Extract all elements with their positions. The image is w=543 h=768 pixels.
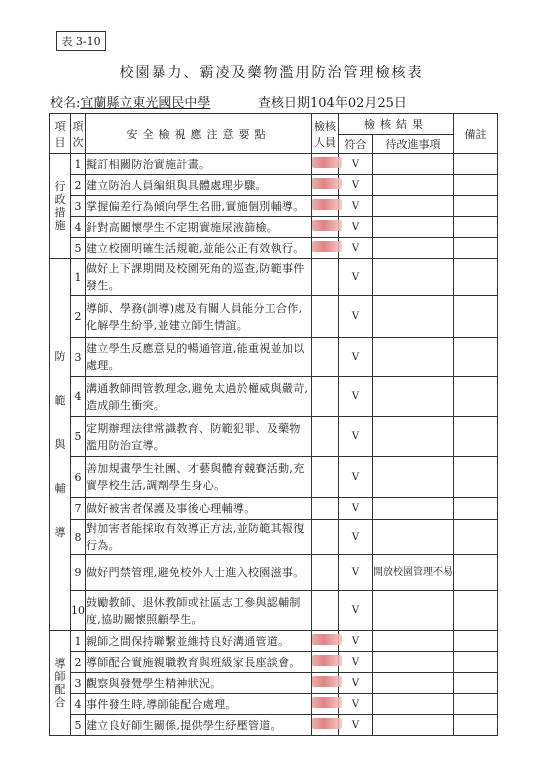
row-number: 1 bbox=[71, 259, 86, 296]
header-result: 檢核結果 bbox=[339, 114, 454, 135]
compliant-mark: V bbox=[339, 520, 373, 555]
row-number: 5 bbox=[71, 417, 86, 457]
improvement-note bbox=[373, 652, 454, 673]
header-points: 安全檢視應注意要點 bbox=[86, 114, 312, 154]
row-text: 親師之間保持聯繫並維持良好溝通管道。 bbox=[86, 631, 312, 652]
row-number: 2 bbox=[71, 652, 86, 673]
row-text: 做好被害者保護及事後心理輔導。 bbox=[86, 498, 312, 520]
remarks-cell bbox=[454, 377, 498, 417]
table-row bbox=[50, 238, 498, 259]
inspector-stamp bbox=[312, 673, 339, 694]
inspector-stamp bbox=[312, 259, 339, 296]
remarks-cell bbox=[454, 715, 498, 736]
row-text: 建立學生反應意見的暢通管道,能重視並加以處理。 bbox=[86, 338, 312, 377]
compliant-mark: V bbox=[339, 217, 373, 238]
compliant-mark: V bbox=[339, 631, 373, 652]
row-text: 擬訂相關防治實施計畫。 bbox=[86, 154, 312, 175]
improvement-note bbox=[373, 520, 454, 555]
row-number: 4 bbox=[71, 377, 86, 417]
compliant-mark: V bbox=[339, 196, 373, 217]
table-row bbox=[50, 217, 498, 238]
remarks-cell bbox=[454, 296, 498, 338]
remarks-cell bbox=[454, 591, 498, 631]
compliant-mark: V bbox=[339, 673, 373, 694]
improvement-note bbox=[373, 591, 454, 631]
table-row bbox=[50, 673, 498, 694]
remarks-cell bbox=[454, 196, 498, 217]
row-text: 針對高關懷學生不定期實施尿液篩檢。 bbox=[86, 217, 312, 238]
table-row bbox=[50, 694, 498, 715]
section-category: 行政措施 bbox=[50, 154, 71, 259]
remarks-cell bbox=[454, 338, 498, 377]
row-text: 做好門禁管理,避免校外人士進入校園滋事。 bbox=[86, 555, 312, 591]
row-text: 溝通教師問管教理念,避免太過於權威與嚴苛,造成師生衝突。 bbox=[86, 377, 312, 417]
inspector-stamp bbox=[312, 175, 339, 196]
row-number: 4 bbox=[71, 217, 86, 238]
row-text: 定期辦理法律常識教育、防範犯罪、及藥物濫用防治宣導。 bbox=[86, 417, 312, 457]
improvement-note bbox=[373, 417, 454, 457]
compliant-mark: V bbox=[339, 417, 373, 457]
row-number: 3 bbox=[71, 338, 86, 377]
compliant-mark: V bbox=[339, 377, 373, 417]
inspector-stamp bbox=[312, 154, 339, 175]
table-row bbox=[50, 652, 498, 673]
table-row bbox=[50, 259, 498, 296]
table-row bbox=[50, 417, 498, 457]
compliant-mark: V bbox=[339, 457, 373, 498]
row-text: 建立良好師生關係,提供學生紓壓管道。 bbox=[86, 715, 312, 736]
inspector-stamp bbox=[312, 457, 339, 498]
remarks-cell bbox=[454, 631, 498, 652]
compliant-mark: V bbox=[339, 591, 373, 631]
row-text: 鼓勵教師、退休教師或社區志工參與認輔制度,協助關懷照顧學生。 bbox=[86, 591, 312, 631]
row-text: 建立防治人員編組與具體處理步驟。 bbox=[86, 175, 312, 196]
table-row bbox=[50, 591, 498, 631]
inspector-stamp bbox=[312, 217, 339, 238]
inspector-stamp bbox=[312, 694, 339, 715]
improvement-note bbox=[373, 498, 454, 520]
remarks-cell bbox=[454, 652, 498, 673]
table-row bbox=[50, 377, 498, 417]
header-remarks: 備註 bbox=[454, 114, 498, 154]
improvement-note bbox=[373, 377, 454, 417]
school-line bbox=[50, 92, 210, 111]
row-text: 做好上下課期間及校園死角的巡查,防範事件發生。 bbox=[86, 259, 312, 296]
compliant-mark: V bbox=[339, 498, 373, 520]
improvement-note bbox=[373, 715, 454, 736]
inspector-stamp bbox=[312, 715, 339, 736]
form-number: 表 3-10 bbox=[56, 31, 106, 51]
header-improvement: 待改進事項 bbox=[373, 135, 454, 154]
section-category: 導師配合 bbox=[50, 631, 71, 736]
row-text: 導師、學務(訓導)處及有關人員能分工合作,化解學生紛爭,並建立師生情誼。 bbox=[86, 296, 312, 338]
table-row bbox=[50, 154, 498, 175]
compliant-mark: V bbox=[339, 238, 373, 259]
row-number: 8 bbox=[71, 520, 86, 555]
remarks-cell bbox=[454, 154, 498, 175]
header-category: 項目 bbox=[50, 114, 71, 154]
row-text: 建立校園明確生活規範,並能公正有效執行。 bbox=[86, 238, 312, 259]
remarks-cell bbox=[454, 259, 498, 296]
row-number: 9 bbox=[71, 555, 86, 591]
improvement-note bbox=[373, 296, 454, 338]
table-row bbox=[50, 338, 498, 377]
inspector-stamp bbox=[312, 591, 339, 631]
remarks-cell bbox=[454, 217, 498, 238]
remarks-cell bbox=[454, 417, 498, 457]
remarks-cell bbox=[454, 498, 498, 520]
compliant-mark: V bbox=[339, 296, 373, 338]
table-row bbox=[50, 175, 498, 196]
row-text: 善加規畫學生社團、才藝與體育競賽活動,充實學校生活,調劑學生身心。 bbox=[86, 457, 312, 498]
table-row bbox=[50, 715, 498, 736]
remarks-cell bbox=[454, 673, 498, 694]
row-number: 5 bbox=[71, 715, 86, 736]
row-number: 5 bbox=[71, 238, 86, 259]
row-text: 導師配合實施親職教育與班級家長座談會。 bbox=[86, 652, 312, 673]
compliant-mark: V bbox=[339, 175, 373, 196]
table-row bbox=[50, 631, 498, 652]
improvement-note bbox=[373, 217, 454, 238]
row-text: 對加害者能採取有效導正方法,並防範其報復行為。 bbox=[86, 520, 312, 555]
inspector-stamp bbox=[312, 498, 339, 520]
compliant-mark: V bbox=[339, 154, 373, 175]
inspector-stamp bbox=[312, 417, 339, 457]
remarks-cell bbox=[454, 520, 498, 555]
table-row bbox=[50, 296, 498, 338]
remarks-cell bbox=[454, 238, 498, 259]
row-number: 3 bbox=[71, 673, 86, 694]
inspector-stamp bbox=[312, 377, 339, 417]
improvement-note: 開放校園管理不易 bbox=[373, 555, 454, 591]
inspector-stamp bbox=[312, 296, 339, 338]
document-title: 校園暴力、霸凌及藥物濫用防治管理檢核表 bbox=[119, 65, 424, 81]
inspector-stamp bbox=[312, 555, 339, 591]
improvement-note bbox=[373, 457, 454, 498]
improvement-note bbox=[373, 338, 454, 377]
compliant-mark: V bbox=[339, 259, 373, 296]
table-row bbox=[50, 555, 498, 591]
section-category: 防範與輔導 bbox=[50, 259, 71, 631]
remarks-cell bbox=[454, 694, 498, 715]
compliant-mark: V bbox=[339, 715, 373, 736]
row-number: 1 bbox=[71, 631, 86, 652]
inspector-stamp bbox=[312, 652, 339, 673]
compliant-mark: V bbox=[339, 338, 373, 377]
remarks-cell bbox=[454, 175, 498, 196]
row-text: 掌握偏差行為傾向學生名冊,實施個別輔導。 bbox=[86, 196, 312, 217]
improvement-note bbox=[373, 238, 454, 259]
inspector-stamp bbox=[312, 238, 339, 259]
row-number: 6 bbox=[71, 457, 86, 498]
improvement-note bbox=[373, 175, 454, 196]
inspection-date: 查核日期104年02月25日 bbox=[258, 96, 407, 111]
improvement-note bbox=[373, 631, 454, 652]
row-number: 3 bbox=[71, 196, 86, 217]
row-number: 1 bbox=[71, 154, 86, 175]
table-row bbox=[50, 457, 498, 498]
school-label: 校名: bbox=[50, 96, 81, 111]
compliant-mark: V bbox=[339, 555, 373, 591]
table-row bbox=[50, 498, 498, 520]
improvement-note bbox=[373, 259, 454, 296]
improvement-note bbox=[373, 673, 454, 694]
inspector-stamp bbox=[312, 338, 339, 377]
row-number: 7 bbox=[71, 498, 86, 520]
compliant-mark: V bbox=[339, 694, 373, 715]
row-text: 觀察與發覺學生精神狀況。 bbox=[86, 673, 312, 694]
inspector-stamp bbox=[312, 520, 339, 555]
row-text: 事件發生時,導師能配合處理。 bbox=[86, 694, 312, 715]
improvement-note bbox=[373, 154, 454, 175]
compliant-mark: V bbox=[339, 652, 373, 673]
school-name: 宜蘭縣立東光國民中學 bbox=[80, 96, 211, 111]
remarks-cell bbox=[454, 555, 498, 591]
row-number: 2 bbox=[71, 175, 86, 196]
inspector-stamp bbox=[312, 631, 339, 652]
row-number: 10 bbox=[71, 591, 86, 631]
table-row bbox=[50, 196, 498, 217]
improvement-note bbox=[373, 196, 454, 217]
header-number: 項次 bbox=[71, 114, 86, 154]
row-number: 4 bbox=[71, 694, 86, 715]
inspector-stamp bbox=[312, 196, 339, 217]
row-number: 2 bbox=[71, 296, 86, 338]
table-row bbox=[50, 520, 498, 555]
remarks-cell bbox=[454, 457, 498, 498]
header-compliant: 符合 bbox=[339, 135, 373, 154]
header-inspector: 檢核人員 bbox=[312, 114, 339, 154]
improvement-note bbox=[373, 694, 454, 715]
checklist-table bbox=[49, 113, 498, 736]
